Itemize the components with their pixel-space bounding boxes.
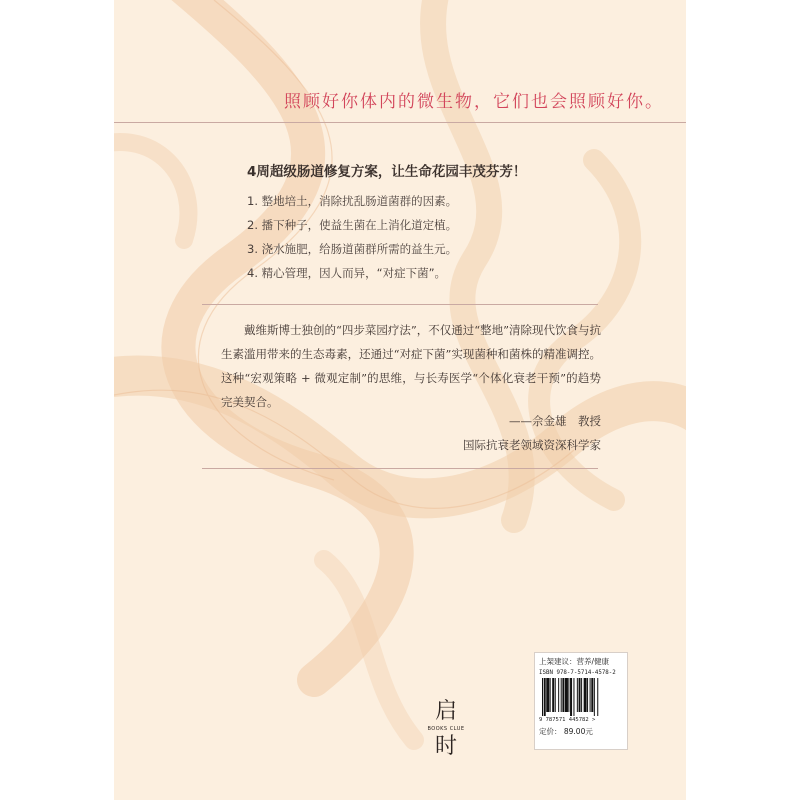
barcode-bar (570, 678, 572, 716)
barcode-panel (534, 652, 628, 750)
endorsement-author: ——佘金雄 教授 (509, 414, 601, 428)
barcode-bars (539, 678, 623, 716)
barcode-bar (552, 678, 554, 712)
barcode-bar (565, 678, 568, 712)
plan-item: 1. 整地培土，消除扰乱肠道菌群的因素。 (247, 194, 458, 208)
barcode-digits: 9 787571 445782 > (539, 717, 596, 723)
barcode-bar (550, 678, 551, 712)
barcode-bar (573, 678, 574, 716)
barcode-bar (590, 678, 591, 712)
book-back-cover (114, 0, 686, 800)
plan-title: 4周超级肠道修复方案，让生命花园丰茂芬芳！ (247, 164, 527, 180)
barcode-bar (561, 678, 562, 712)
barcode-bar (542, 678, 543, 716)
divider-middle (202, 304, 598, 305)
isbn-text: ISBN 978-7-5714-4578-2 (539, 670, 616, 676)
barcode-bar (594, 678, 595, 716)
recovery-plan (247, 160, 667, 285)
barcode-bar (546, 678, 549, 712)
divider-bottom (202, 468, 598, 469)
plan-item: 4. 精心管理，因人而异，“对症下菌”。 (247, 266, 447, 280)
divider-top (114, 122, 686, 123)
barcode-bar (597, 678, 598, 716)
publisher-logo (426, 700, 466, 759)
barcode-bar (584, 678, 587, 712)
publisher-char-top: 启 (434, 699, 457, 724)
barcode-bar (591, 678, 593, 712)
publisher-char-bottom: 时 (434, 734, 457, 759)
barcode-bar (555, 678, 556, 712)
plan-item: 2. 播下种子，使益生菌在上消化道定植。 (247, 218, 458, 232)
barcode-bar (568, 678, 569, 712)
barcode-bar (579, 678, 581, 712)
barcode-bar (587, 678, 588, 712)
tagline: 照顾好你体内的微生物，它们也会照顾好你。 (284, 92, 664, 112)
publisher-small-text: BOOKS CLUE (427, 726, 465, 732)
endorsement-quote: 戴维斯博士独创的“四步菜园疗法”，不仅通过“整地”清除现代饮食与抗生素滥用带来的生态毒素，还通过“对症下菌”实现菌种和菌株的精准调控。这种“宏观策略 + 微观定制”的思维，与长寿医学“个体化衰老干预”的趋势完美契合。 (221, 323, 602, 409)
barcode-bar (544, 678, 546, 716)
barcode-bar (558, 678, 559, 712)
barcode-bar (577, 678, 578, 712)
price-label: 定价： 89.00元 (539, 727, 593, 736)
shelf-category: 上架建议：营养/健康 (539, 657, 610, 666)
plan-item: 3. 浇水施肥，给肠道菌群所需的益生元。 (247, 242, 458, 256)
barcode-bar (562, 678, 564, 712)
endorsement-affiliation: 国际抗衰老领域资深科学家 (463, 438, 601, 452)
barcode-bar (581, 678, 582, 712)
